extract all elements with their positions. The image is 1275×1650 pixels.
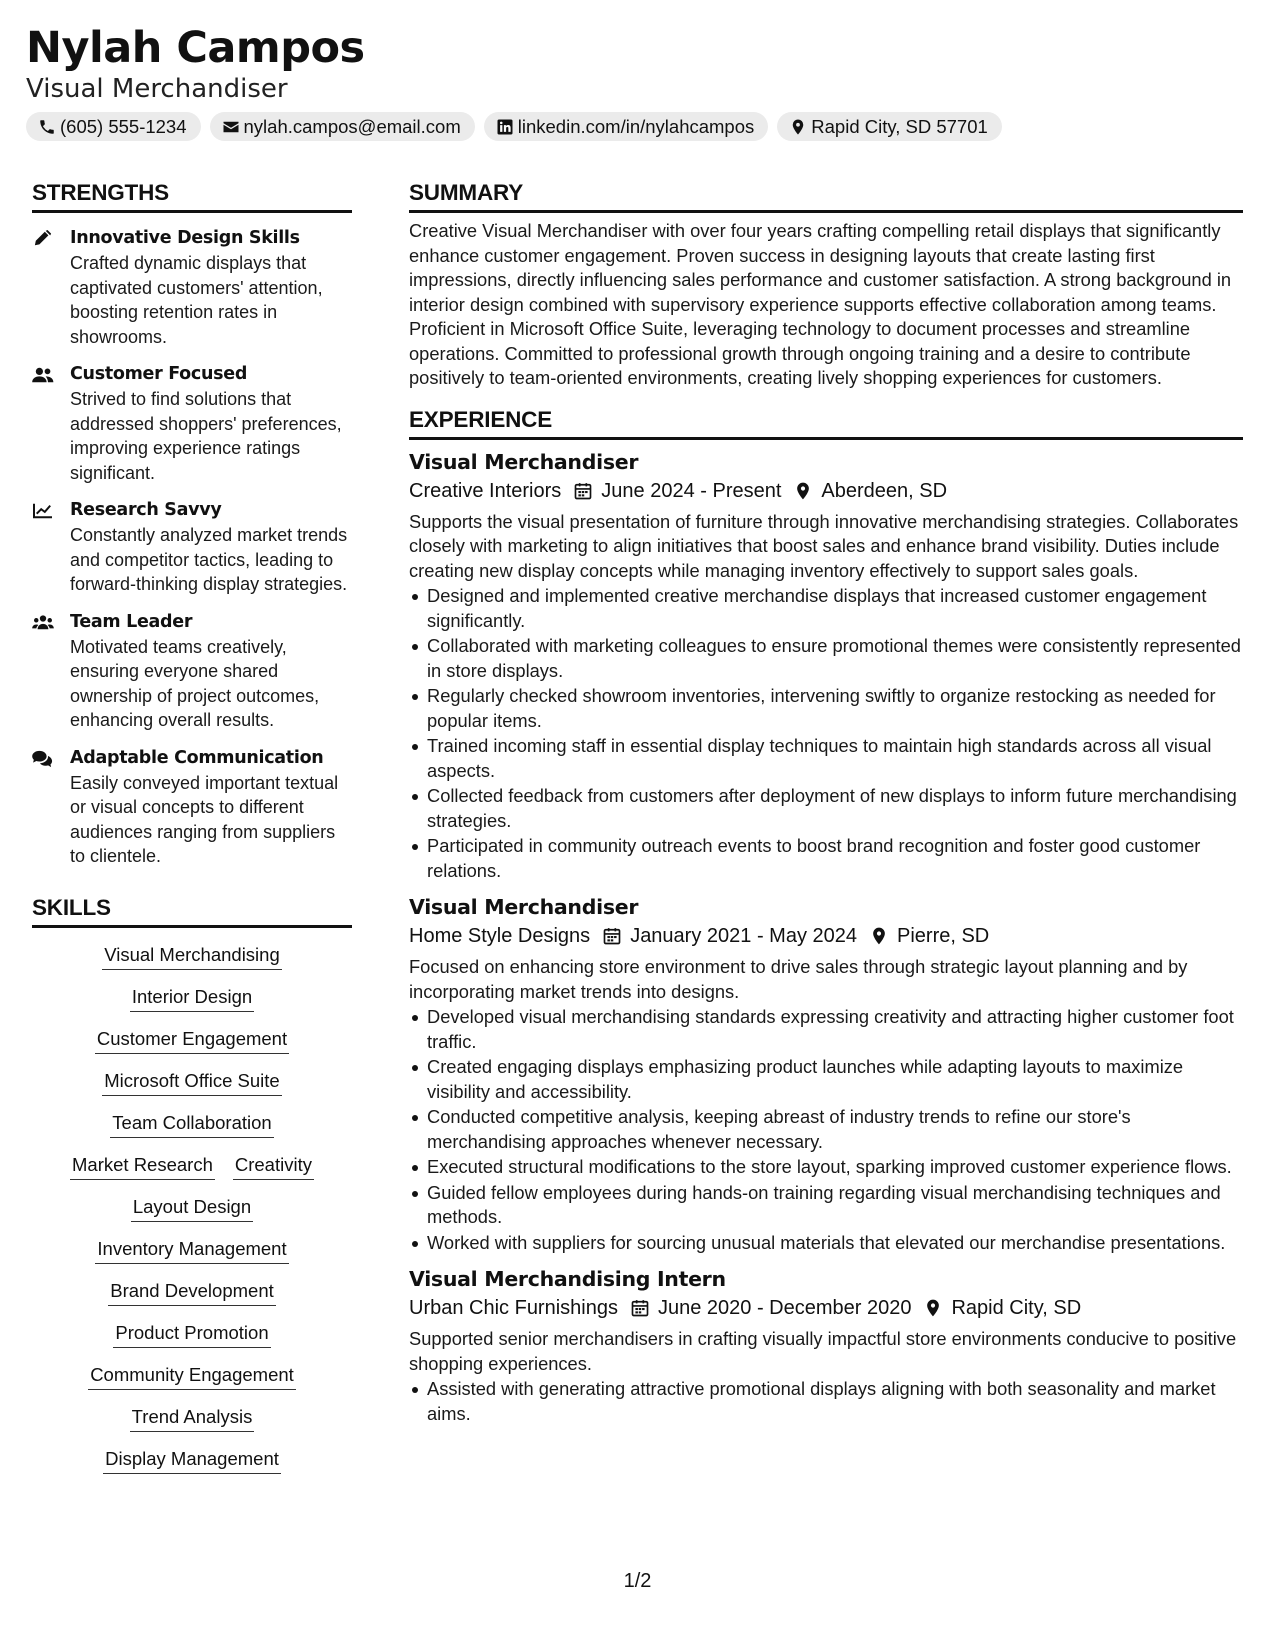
strength-item: [32, 362, 352, 485]
job-bullets: [409, 1377, 1243, 1426]
list-item: Collected feedback from customers after deployment of new displays to inform future merchandising strategies.: [409, 784, 1243, 833]
envelope-icon: [222, 118, 240, 136]
page-number: 1/2: [623, 1570, 652, 1592]
skill-tag: Layout Design: [131, 1195, 253, 1222]
right-column: [409, 176, 1243, 1426]
list-item: Worked with suppliers for sourcing unusual materials that elevated our merchandise presentations.: [409, 1231, 1243, 1256]
list-item: Executed structural modifications to the store layout, sparking improved customer experience flows.: [409, 1155, 1243, 1180]
strength-title: Research Savvy: [70, 500, 222, 520]
list-item: Developed visual merchandising standards expressing creativity and attracting higher customer foot traffic.: [409, 1005, 1243, 1054]
candidate-role: Visual Merchandiser: [26, 74, 288, 104]
job-meta: [409, 921, 1243, 951]
strength-title: Adaptable Communication: [70, 747, 324, 768]
job-meta: [409, 476, 1243, 506]
contact-phone-text: (605) 555-1234: [60, 115, 187, 137]
left-column: [32, 176, 352, 1482]
job-entry: [409, 893, 1243, 1255]
skills-list: [32, 928, 352, 1482]
map-pin-icon: [793, 481, 813, 501]
job-dates: January 2021 - May 2024: [630, 925, 857, 947]
skill-tag: Market Research: [70, 1153, 215, 1180]
contact-linkedin-text: linkedin.com/in/nylahcampos: [517, 115, 755, 137]
job-location: Pierre, SD: [897, 925, 990, 947]
job-title: Visual Merchandising Intern: [409, 1267, 726, 1291]
strength-desc: Motivated teams creatively, ensuring everyone shared ownership of project outcomes, enhancing overall results.: [70, 636, 320, 730]
skill-tag: Visual Merchandising: [102, 943, 282, 970]
list-item: Participated in community outreach events to boost brand recognition and foster good customer relations.: [409, 834, 1243, 883]
calendar-icon: [573, 481, 593, 501]
map-pin-icon: [789, 118, 807, 136]
chart-line-icon: [32, 502, 54, 520]
skill-tag: Team Collaboration: [110, 1111, 273, 1138]
strength-desc: Easily conveyed important textual or visual concepts to different audiences ranging from suppliers to clientele.: [70, 772, 339, 866]
job-entry: [409, 448, 1243, 884]
contact-bar: [26, 112, 1246, 141]
map-pin-icon: [923, 1298, 943, 1318]
contact-phone[interactable]: [26, 112, 201, 141]
job-entry: [409, 1265, 1243, 1426]
job-description: Focused on enhancing store environment to drive sales through strategic layout planning and by incorporating market trends into designs.: [409, 956, 1188, 1002]
skill-tag: Customer Engagement: [95, 1027, 289, 1054]
skill-tag: Display Management: [103, 1447, 281, 1474]
strength-title: Innovative Design Skills: [70, 228, 300, 248]
pencil-icon: [32, 230, 54, 248]
job-company: Creative Interiors: [409, 479, 562, 502]
job-title: Visual Merchandiser: [409, 449, 639, 474]
strength-desc: Constantly analyzed market trends and competitor tactics, leading to forward-thinking display strategies.: [70, 525, 348, 594]
list-item: Guided fellow employees during hands-on training regarding visual merchandising techniques and methods.: [409, 1181, 1243, 1230]
job-description: Supported senior merchandisers in crafting visually impactful store environments conducive to positive shopping experiences.: [409, 1328, 1237, 1374]
job-dates: June 2020 - December 2020: [657, 1297, 912, 1319]
users-icon: [32, 366, 54, 384]
strength-desc: Strived to find solutions that addressed shoppers' preferences, improving experience ratings significant.: [70, 389, 342, 483]
phone-icon: [38, 118, 56, 136]
linkedin-icon: [496, 118, 514, 136]
contact-location-text: Rapid City, SD 57701: [811, 115, 988, 137]
strength-title: Customer Focused: [70, 364, 248, 384]
summary-text: Creative Visual Merchandiser with over four years crafting compelling retail displays that significantly enhance customer engagement. Proven success in designing layouts that create lasting first impressions, directly influencing sales performance and customer satisfaction. A strong background in interior design combined with supervisory experience supports effective collaboration among teams. Proficient in Microsoft Office Suite, leveraging technology to document processes and streamline operations. Committed to professional growth through ongoing training and a desire to contribute positively to team-oriented environments, creating lively shopping experiences for customers.: [409, 220, 1232, 388]
list-item: Designed and implemented creative merchandise displays that increased customer engagement significantly.: [409, 584, 1243, 633]
skill-tag: Brand Development: [108, 1279, 276, 1306]
job-meta: [409, 1293, 1243, 1323]
skills-heading: SKILLS: [32, 891, 352, 928]
strength-item: [32, 498, 352, 597]
skill-tag: Inventory Management: [95, 1237, 288, 1264]
skill-tag: Interior Design: [130, 985, 254, 1012]
skill-tag: Creativity: [233, 1153, 314, 1180]
map-pin-icon: [869, 926, 889, 946]
list-item: Conducted competitive analysis, keeping abreast of industry trends to refine our store's merchandising approaches whenever necessary.: [409, 1105, 1243, 1154]
contact-linkedin[interactable]: [484, 112, 769, 141]
job-location: Aberdeen, SD: [821, 479, 948, 502]
list-item: Assisted with generating attractive promotional displays aligning with both seasonality and market aims.: [409, 1377, 1243, 1426]
list-item: Collaborated with marketing colleagues to ensure promotional themes were consistently represented in store displays.: [409, 634, 1243, 683]
job-description: Supports the visual presentation of furniture through innovative merchandising strategies. Collaborates closely with marketing to align initiatives that boost sales and enhance brand visibility. Duties include creating new display concepts while managing inventory effectively to support sales goals.: [409, 510, 1239, 581]
job-company: Home Style Designs: [409, 925, 591, 947]
contact-email-text: nylah.campos@email.com: [243, 115, 461, 137]
experience-heading: EXPERIENCE: [409, 403, 1243, 440]
job-location: Rapid City, SD: [951, 1297, 1082, 1319]
contact-email[interactable]: [210, 112, 475, 141]
candidate-name: Nylah Campos: [26, 23, 365, 73]
strengths-heading: STRENGTHS: [32, 176, 352, 213]
job-bullets: [409, 584, 1243, 883]
calendar-icon: [602, 926, 622, 946]
strength-title: Team Leader: [70, 611, 193, 632]
skill-tag: Product Promotion: [113, 1321, 270, 1348]
job-bullets: [409, 1005, 1243, 1255]
skill-tag: Community Engagement: [88, 1363, 296, 1390]
contact-location: [777, 112, 1002, 141]
strength-item: [32, 746, 352, 869]
strength-item: [32, 226, 352, 349]
list-item: Created engaging displays emphasizing product launches while adapting layouts to maximize visibility and accessibility.: [409, 1055, 1243, 1104]
summary-heading: SUMMARY: [409, 176, 1243, 213]
resume-header: [26, 20, 1246, 141]
skill-tag: Trend Analysis: [130, 1405, 255, 1432]
strength-desc: Crafted dynamic displays that captivated customers' attention, boosting retention rates in showrooms.: [70, 253, 323, 347]
calendar-icon: [630, 1298, 650, 1318]
list-item: Regularly checked showroom inventories, intervening swiftly to organize restocking as needed for popular items.: [409, 684, 1243, 733]
job-company: Urban Chic Furnishings: [409, 1297, 618, 1319]
team-icon: [32, 614, 54, 632]
job-dates: June 2024 - Present: [601, 479, 782, 502]
job-title: Visual Merchandiser: [409, 895, 639, 919]
skill-tag: Microsoft Office Suite: [102, 1069, 281, 1096]
list-item: Trained incoming staff in essential display techniques to maintain high standards across all visual aspects.: [409, 734, 1243, 783]
comments-icon: [32, 750, 54, 768]
strength-item: [32, 610, 352, 733]
